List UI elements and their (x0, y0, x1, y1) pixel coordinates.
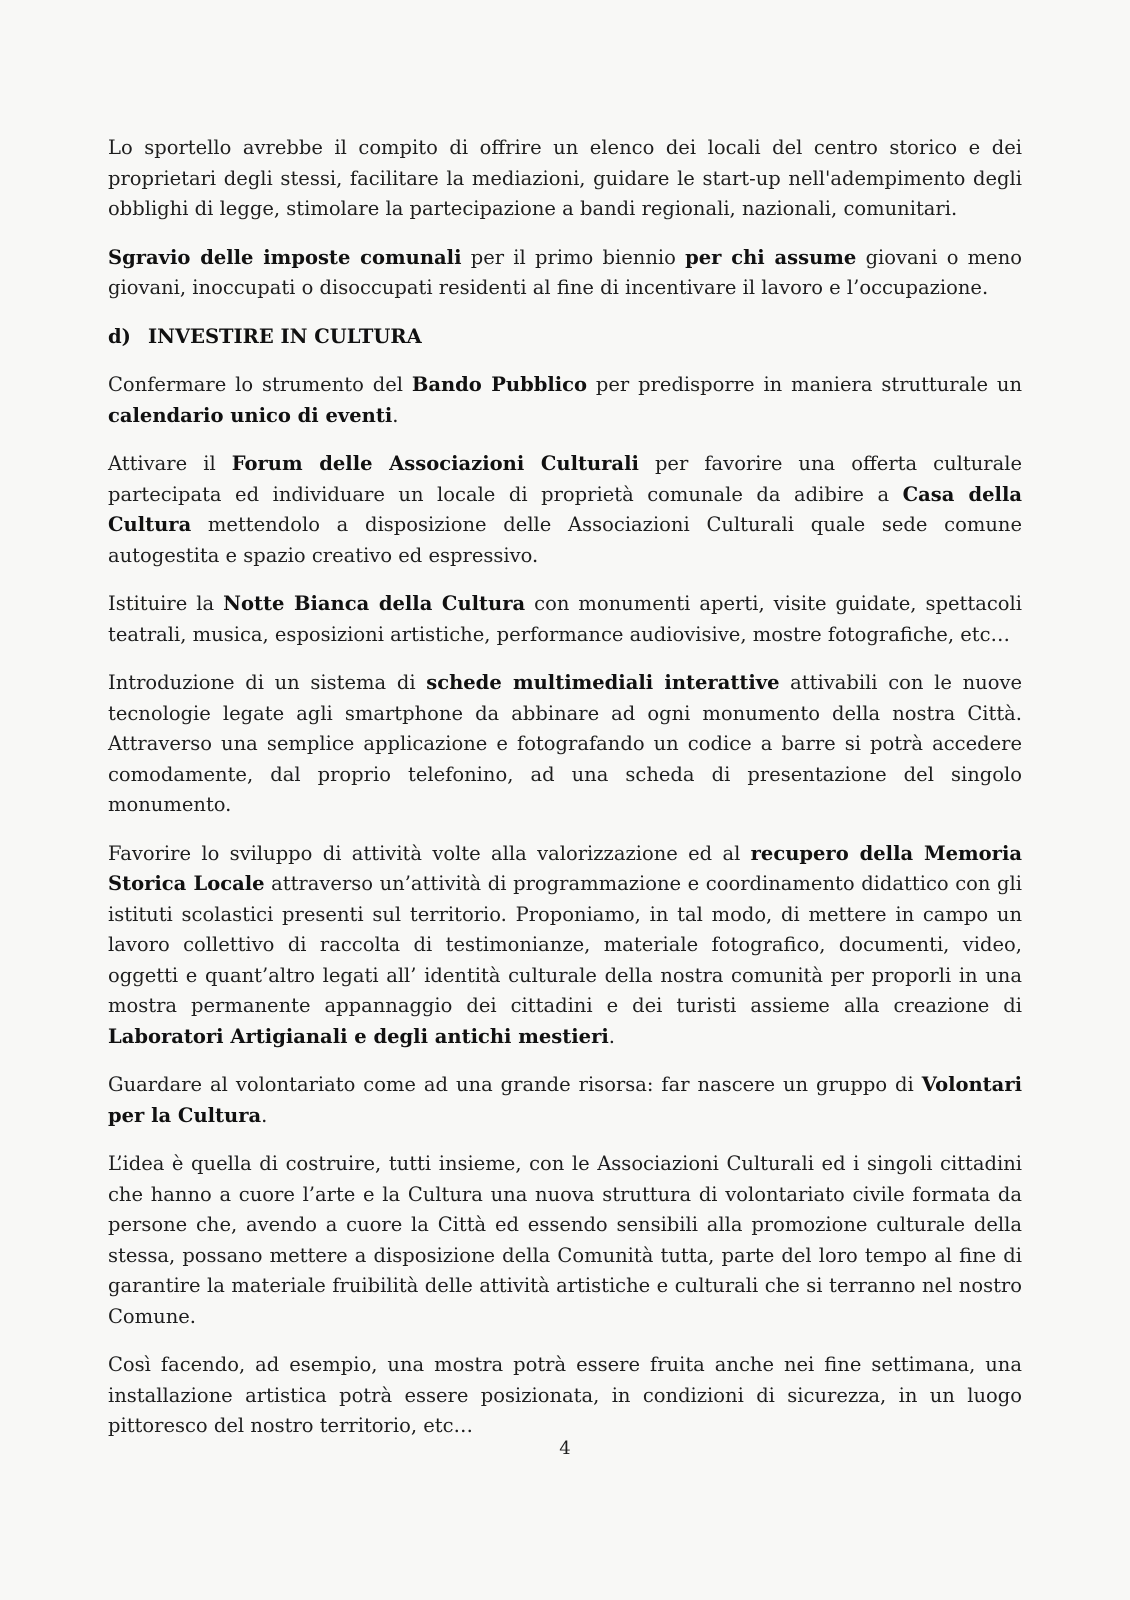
paragraph-idea: L’idea è quella di costruire, tutti insieme, con le Associazioni Culturali ed i singoli cittadini che hanno a cuore l’arte e la Cultura una nuova struttura di volontariato civile formata da persone che, avendo a cuore la Città ed essendo sensibili alla promozione culturale della stessa, possano mettere a disposizione della Comunità tutta, parte del loro tempo al fine di garantire la materiale fruibilità delle attività artistiche e culturali che si terranno nel nostro Comune. (108, 1152, 1022, 1328)
bold-text: Laboratori Artigianali e degli antichi mestieri (108, 1024, 609, 1048)
bold-text: Sgravio delle imposte comunali (108, 245, 462, 269)
paragraph-sportello: Lo sportello avrebbe il compito di offrire un elenco dei locali del centro storico e dei proprietari degli stessi, facilitare la mediazioni, guidare le start-up nell'adempimento degli obblighi di legge, stimolare la partecipazione a bandi regionali, nazionali, comunitari. (108, 136, 1022, 220)
bold-text: Notte Bianca della Cultura (223, 592, 526, 615)
page-body (108, 133, 1022, 1460)
bold-text: calendario unico di eventi (108, 403, 393, 427)
bold-text: schede multimediali interattive (426, 671, 780, 694)
bold-text: Casa della Cultura (108, 482, 1022, 536)
section-heading (108, 322, 1022, 353)
paragraph-notte-bianca: Istituire la Notte Bianca della Cultura con monumenti aperti, visite guidate, spettacoli teatrali, musica, esposizioni artistiche, performance audiovisive, mostre fotografiche, etc… (108, 592, 1022, 646)
paragraph-esempio: Così facendo, ad esempio, una mostra potrà essere fruita anche nei fine settimana, una installazione artistica potrà essere posizionata, in condizioni di sicurezza, in un luogo pittoresco del nostro territorio, etc… (108, 1353, 1022, 1437)
bold-text: Forum delle Associazioni Culturali (231, 452, 639, 475)
bold-text: recupero della Memoria Storica Locale (108, 841, 1022, 895)
paragraph-volontariato: Guardare al volontariato come ad una grande risorsa: far nascere un gruppo di Volontari per la Cultura. (108, 1073, 1022, 1127)
section-number: d) (108, 324, 131, 348)
page-number: 4 (559, 1438, 571, 1459)
section-title: INVESTIRE IN CULTURA (148, 324, 422, 348)
paragraph-memoria: Favorire lo sviluppo di attività volte alla valorizzazione ed al recupero della Memoria Storica Locale attraverso un’attività di programmazione e coordinamento didattico con gli istituti scolastici presenti sul territorio. Proponiamo, in tal modo, di mettere in campo un lavoro collettivo di raccolta di testimonianze, materiale fotografico, documenti, video, oggetti e quant’altro legati all’ identità culturale della nostra comunità per proporli in una mostra permanente appannaggio dei cittadini e dei turisti assieme alla creazione di Laboratori Artigianali e degli antichi mestieri. (108, 841, 1022, 1048)
bold-text: Bando Pubblico (411, 373, 588, 396)
bold-text: Volontari per la Cultura (108, 1073, 1022, 1127)
bold-text: per chi assume (685, 245, 857, 269)
paragraph-sgravio: Sgravio delle imposte comunali per il primo biennio per chi assume giovani o meno giovani, inoccupati o disoccupati residenti al fine di incentivare il lavoro e l’occupazione. (108, 245, 1023, 299)
paragraph-forum: Attivare il Forum delle Associazioni Culturali per favorire una offerta culturale partecipata ed individuare un locale di proprietà comunale da adibire a Casa della Cultura mettendolo a disposizione delle Associazioni Culturali quale sede comune autogestita e spazio creativo ed espressivo. (108, 452, 1023, 567)
paragraph-schede: Introduzione di un sistema di schede multimediali interattive attivabili con le nuove tecnologie legate agli smartphone da abbinare ad ogni monumento della nostra Città. Attraverso una semplice applicazione e fotografando un codice a barre si potrà accedere comodamente, dal proprio telefonino, ad una scheda di presentazione del singolo monumento. (108, 671, 1022, 816)
paragraph-bando: Confermare lo strumento del Bando Pubblico per predisporre in maniera strutturale un calendario unico di eventi. (108, 373, 1023, 427)
